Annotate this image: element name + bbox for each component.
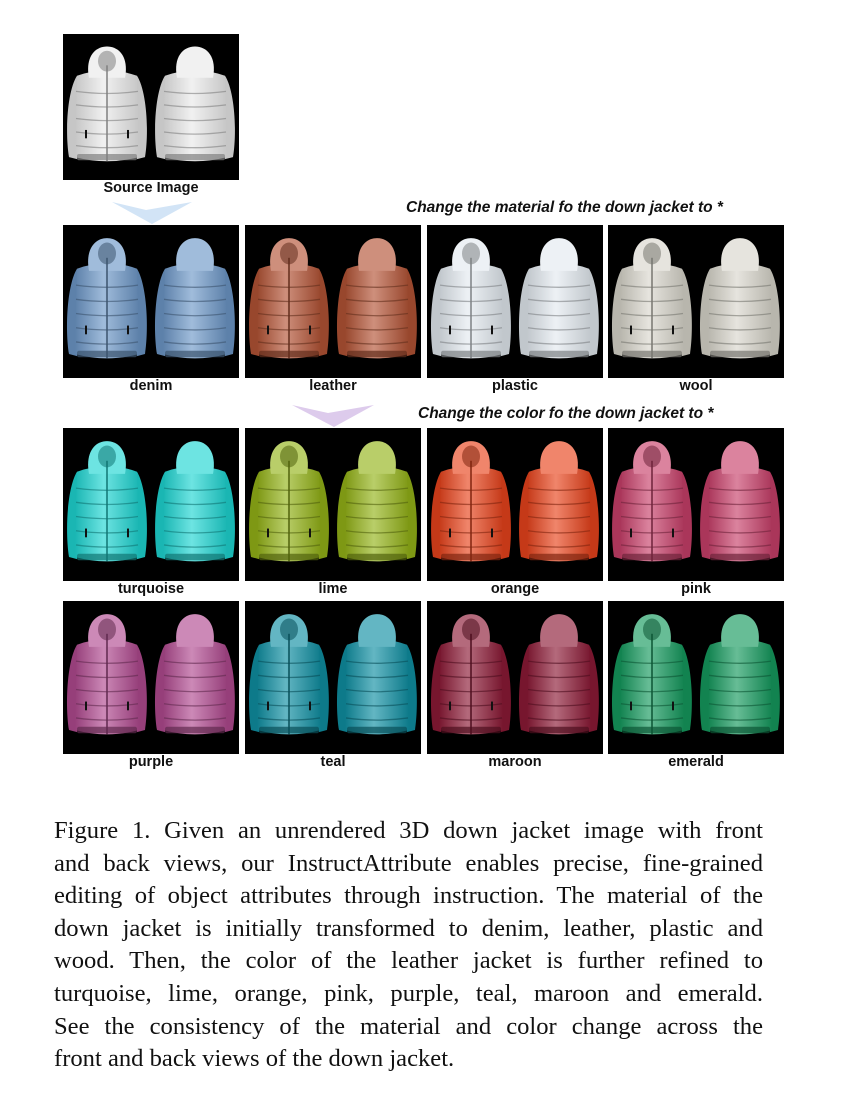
jacket-pair-image xyxy=(245,601,421,754)
source-image xyxy=(63,34,239,180)
jacket-pair-image xyxy=(427,601,603,754)
jacket-pair-image xyxy=(427,428,603,581)
material-label-denim: denim xyxy=(129,378,173,394)
caption-line: editing of object attributes through instruction. The material of the xyxy=(54,882,763,910)
jacket-pair-image xyxy=(63,225,239,378)
color-label-teal: teal xyxy=(320,754,346,770)
jacket-pair-image xyxy=(63,601,239,754)
color-image-pink xyxy=(608,428,784,581)
jacket-pair-image xyxy=(608,601,784,754)
color-image-lime xyxy=(245,428,421,581)
color-label-maroon: maroon xyxy=(488,754,542,770)
color-instruction: Change the color fo the down jacket to * xyxy=(418,405,714,422)
color-image-purple xyxy=(63,601,239,754)
color-image-teal xyxy=(245,601,421,754)
jacket-pair-image xyxy=(245,225,421,378)
color-label-emerald: emerald xyxy=(668,754,724,770)
caption-line: wood. Then, the color of the leather jacket is further refined to xyxy=(54,947,763,975)
jacket-pair-image xyxy=(608,225,784,378)
jacket-pair-image xyxy=(63,428,239,581)
color-image-turquoise xyxy=(63,428,239,581)
color-label-turquoise: turquoise xyxy=(117,581,185,597)
caption-line: turquoise, lime, orange, pink, purple, teal, maroon and emerald. xyxy=(54,979,763,1007)
color-image-maroon xyxy=(427,601,603,754)
source-image-label: Source Image xyxy=(103,180,199,196)
down-arrow-icon xyxy=(112,198,192,224)
material-instruction: Change the material fo the down jacket to * xyxy=(406,199,723,216)
caption-line: Figure 1. Given an unrendered 3D down jacket image with front xyxy=(54,817,763,844)
jacket-pair-image xyxy=(63,34,239,180)
material-image-wool xyxy=(608,225,784,378)
material-image-plastic xyxy=(427,225,603,378)
material-label-wool: wool xyxy=(679,378,713,394)
figure-caption xyxy=(54,815,763,1076)
caption-line: front and back views of the down jacket. xyxy=(54,1045,455,1073)
caption-line: See the consistency of the material and color change across the xyxy=(54,1012,763,1040)
color-label-pink: pink xyxy=(681,581,711,597)
jacket-pair-image xyxy=(427,225,603,378)
color-image-emerald xyxy=(608,601,784,754)
color-label-lime: lime xyxy=(318,581,348,597)
caption-line: down jacket is initially transformed to denim, leather, plastic and xyxy=(54,914,763,942)
material-label-leather: leather xyxy=(309,378,357,394)
jacket-pair-image xyxy=(608,428,784,581)
caption-line: and back views, our InstructAttribute enables precise, fine-grained xyxy=(54,849,763,877)
material-image-leather xyxy=(245,225,421,378)
color-label-orange: orange xyxy=(490,581,540,597)
material-label-plastic: plastic xyxy=(492,378,538,394)
down-arrow-icon xyxy=(292,401,374,427)
color-label-purple: purple xyxy=(128,754,174,770)
material-image-denim xyxy=(63,225,239,378)
jacket-pair-image xyxy=(245,428,421,581)
color-image-orange xyxy=(427,428,603,581)
